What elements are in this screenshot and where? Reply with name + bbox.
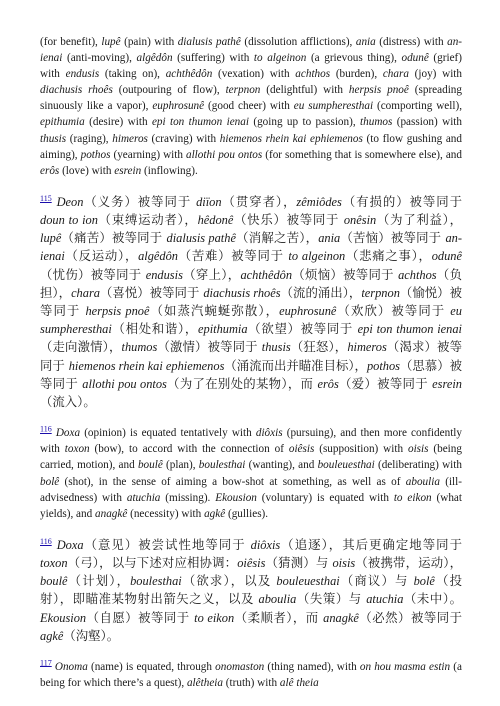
greek-term: diachusis rhoês [203, 285, 281, 300]
greek-term: agkê [204, 507, 226, 520]
greek-term: himeros [112, 132, 148, 145]
greek-term: to eikon [194, 610, 235, 625]
greek-term: Onoma [54, 661, 88, 674]
text-run: (what yields), and [40, 491, 463, 520]
greek-term: euphrosunê [279, 304, 337, 319]
text-run: (taking on), [99, 68, 166, 81]
text-run: (truth) with [223, 677, 280, 690]
greek-term: agkê [40, 628, 64, 643]
greek-term: allothi pou ontos [185, 148, 263, 161]
greek-term: lupê [40, 231, 62, 246]
greek-term: doun to ion [40, 213, 98, 228]
text-run: (pursuing), and then more confidently with [40, 427, 463, 456]
text-run: (passion) with [392, 116, 463, 129]
greek-term: to eikon [393, 491, 432, 504]
text-run: （猜测）与 [265, 555, 333, 571]
text-run: (burden), [330, 68, 383, 81]
greek-term: thusis [40, 132, 67, 145]
text-run: (dissolution afflictions), [240, 36, 356, 48]
greek-term: chara [382, 68, 409, 81]
text-run: (voluntary) is equated with [256, 491, 394, 504]
greek-term: zêmiôdes [296, 194, 342, 209]
text-run: (wanting), and [245, 459, 318, 472]
footnote-link[interactable]: 115 [40, 193, 52, 203]
footnote-link[interactable]: 117 [40, 658, 52, 668]
text-run: （痛苦）被等同于 [61, 230, 167, 246]
text-run: （贯穿者）， [221, 193, 297, 209]
text-run: （欢欣）被等同于 [336, 303, 451, 319]
text-run: (desire) with [84, 116, 152, 129]
text-run: （消解之苦）， [235, 230, 319, 246]
text-run: （沟壑）。 [63, 627, 120, 643]
greek-term: toxon [40, 556, 68, 571]
greek-term: boulesthai [130, 574, 182, 589]
text-run: (good cheer) with [204, 100, 294, 113]
greek-term: dialusis pathê [177, 36, 241, 48]
text-run: （未中）。 [403, 591, 462, 607]
greek-term: Doxa [55, 427, 81, 440]
text-run: (spreading sinuously like a vapor), [40, 84, 462, 113]
greek-term: aboulia [405, 475, 440, 488]
greek-term: herpsis pnoê [85, 304, 150, 319]
greek-term: hêdonê [197, 213, 234, 228]
text-run: （苦难）被等同于 [178, 248, 289, 264]
text-run: (anti-moving), [62, 52, 137, 65]
text-run: （商议）与 [339, 573, 414, 589]
text-run: （欲求），以及 [181, 573, 277, 589]
footnote-link[interactable]: 116 [40, 424, 52, 434]
greek-term: epithumia [198, 322, 248, 337]
greek-term: thumos [121, 340, 158, 355]
greek-term: esrein [114, 164, 142, 177]
greek-term: alê theia [279, 677, 319, 690]
greek-term: diïon [196, 194, 222, 209]
greek-term: algêdôn [136, 52, 173, 65]
paragraph-english-emotions [40, 34, 462, 179]
text-run: (distress) with [375, 36, 448, 48]
text-run: （义务）被等同于 [83, 193, 197, 209]
greek-term: achthos [295, 68, 331, 81]
text-run: （思慕）被等同于 [40, 357, 462, 391]
text-run: (to flow gushing and aiming), [40, 132, 462, 161]
text-run: （负担）， [40, 266, 462, 300]
text-run: （意见）被尝试性地等同于 [83, 536, 251, 552]
text-run: （穿上）， [182, 266, 241, 282]
text-run: (shot), in the sense of aiming a bow-shot at something, as well as of [59, 475, 406, 488]
greek-term: diachusis rhoês [40, 84, 113, 97]
text-run: （欲望）被等同于 [247, 321, 358, 337]
greek-term: ania [355, 36, 376, 48]
paragraph-english-note-116 [40, 425, 462, 522]
greek-term: euphrosunê [152, 100, 205, 113]
text-run: （被携带，运动）， [355, 555, 462, 571]
greek-term: dialusis pathê [166, 231, 236, 246]
text-run: （相处和谐）， [111, 321, 198, 337]
text-run: (inflowing). [141, 164, 198, 177]
greek-term: anagkê [323, 610, 359, 625]
greek-term: anagkê [95, 507, 128, 520]
text-run: (yearning) with [110, 148, 186, 161]
text-run: (plan), [162, 459, 199, 472]
text-run: （激情）被等同于 [157, 339, 262, 355]
text-run: (gullies). [225, 507, 269, 520]
greek-term: herpsis pnoê [348, 84, 409, 97]
greek-term: chara [71, 285, 100, 300]
greek-term: atuchia [366, 592, 404, 607]
greek-term: oisis [407, 443, 429, 456]
text-run: (thing named), with [264, 661, 360, 674]
greek-term: lupê [101, 36, 121, 48]
greek-term: pothos [366, 358, 400, 373]
text-run: (opinion) is equated tentatively with [80, 427, 256, 440]
greek-term: alêtheia [186, 677, 223, 690]
greek-term: epithumia [40, 116, 85, 129]
text-run: （悲痛之事）， [345, 248, 432, 264]
text-run: (joy) with [408, 68, 463, 81]
text-run: （失策）与 [296, 591, 367, 607]
greek-term: odunê [401, 52, 429, 65]
text-run: （愉悦）被等同于 [40, 284, 462, 319]
text-run: (craving) with [147, 132, 220, 145]
greek-term: achthêdôn [240, 267, 293, 282]
greek-term: hiemenos rhein kai ephiemenos [68, 358, 225, 373]
text-run: (for benefit), [40, 36, 102, 48]
greek-term: diôxis [250, 537, 281, 552]
greek-term: toxon [64, 443, 90, 456]
text-run: （快乐）被等同于 [233, 212, 344, 228]
text-run: (comporting well), [373, 100, 462, 113]
text-run: (name) is equated, through [87, 661, 216, 674]
greek-term: achthos [398, 267, 437, 282]
greek-term: boulê [137, 459, 163, 472]
greek-term: bouleuesthai [276, 574, 340, 589]
text-run: (going up to passion), [248, 116, 361, 129]
text-run: (a grievous thing), [306, 52, 402, 65]
text-run: （弓），以与下述对应相协调： [67, 555, 238, 571]
greek-term: ania [318, 231, 341, 246]
text-run: (missing). [160, 491, 216, 504]
text-run: (supposition) with [314, 443, 408, 456]
text-run: （狂怒）， [290, 339, 348, 355]
greek-term: erôs [40, 164, 60, 177]
text-run: （计划）， [67, 573, 131, 589]
text-run: (a being for which there’s a quest), [40, 661, 462, 690]
text-run: (deliberating) with [374, 459, 462, 472]
text-run: (being carried, motion), and [40, 443, 462, 472]
greek-term: oisis [332, 556, 356, 571]
paragraph-chinese-note-116 [40, 536, 462, 645]
greek-term: thumos [360, 116, 393, 129]
text-run: （柔顺者），而 [234, 609, 324, 625]
text-run: （流入）。 [40, 394, 96, 410]
text-run: (vexation) with [212, 68, 296, 81]
greek-term: epi ton thumon ienai [151, 116, 249, 129]
greek-term: bolê [40, 475, 60, 488]
greek-term: on hou masma estin [359, 661, 451, 674]
greek-term: terpnon [225, 84, 261, 97]
text-run: （束缚运动者）， [97, 212, 198, 228]
text-run: （自愿）被等同于 [86, 609, 195, 625]
greek-term: himeros [347, 340, 387, 355]
greek-term: onomaston [215, 661, 265, 674]
greek-term: endusis [65, 68, 100, 81]
greek-term: Ekousion [215, 491, 257, 504]
greek-term: terpnon [361, 285, 400, 300]
greek-term: diôxis [255, 427, 283, 440]
greek-term: oiêsis [237, 556, 266, 571]
footnote-link[interactable]: 116 [40, 536, 52, 546]
text-run: （为了在别处的某物），而 [166, 375, 318, 391]
greek-term: to algeinon [288, 249, 346, 264]
text-run: （喜悦）被等同于 [99, 284, 204, 300]
greek-term: Deon [56, 194, 84, 209]
text-run: （流的涌出）， [280, 284, 362, 300]
greek-term: boulesthai [198, 459, 246, 472]
text-run: (pain) with [120, 36, 178, 48]
greek-term: odunê [431, 249, 462, 264]
greek-term: oiêsis [288, 443, 315, 456]
text-run: （忧伤）被等同于 [40, 266, 146, 282]
greek-term: epi ton thumon ienai [357, 322, 462, 337]
greek-term: Ekousion [40, 610, 87, 625]
text-run: (suffering) with [172, 52, 254, 65]
greek-term: an-ienai [40, 231, 462, 264]
text-run: (for something that is somewhere else), and [262, 148, 462, 161]
greek-term: algêdôn [138, 249, 178, 264]
text-run: （为了利益）， [376, 212, 462, 228]
greek-term: eu sumpheresthai [40, 304, 462, 337]
greek-term: an-ienai [40, 36, 463, 65]
text-run: (delightful) with [260, 84, 349, 97]
greek-term: thusis [261, 340, 291, 355]
text-run: (raging), [66, 132, 113, 145]
greek-term: allothi pou ontos [82, 376, 167, 391]
greek-term: to algeinon [253, 52, 307, 65]
greek-term: endusis [145, 267, 183, 282]
paragraph-english-note-117 [40, 659, 462, 691]
greek-term: esrein [432, 376, 462, 391]
text-run: （渴求）被等同于 [40, 339, 462, 373]
greek-term: hiemenos rhein kai ephiemenos [219, 132, 363, 145]
text-run: (love) with [59, 164, 115, 177]
greek-term: Doxa [56, 537, 84, 552]
text-run: （有损的）被等同于 [341, 193, 462, 209]
text-run: (necessity) with [127, 507, 205, 520]
paragraph-chinese-note-115 [40, 193, 462, 411]
text-run: （走向激情）， [40, 339, 122, 355]
greek-term: aboulia [258, 592, 297, 607]
text-run: （必然）被等同于 [358, 609, 462, 625]
greek-term: atuchia [126, 491, 161, 504]
greek-term: bolê [413, 574, 435, 589]
text-run: （投射），即瞄准某物射出箭矢之义，以及 [40, 573, 462, 607]
greek-term: achthêdôn [165, 68, 213, 81]
greek-term: eu sumpheresthai [293, 100, 374, 113]
text-run: （苦恼）被等同于 [340, 230, 446, 246]
text-run: （反运动）， [64, 248, 139, 264]
text-run: （如蒸汽蜿蜒弥散）， [149, 303, 280, 319]
text-run: (grief) with [40, 52, 462, 81]
greek-term: erôs [317, 376, 339, 391]
greek-term: bouleuesthai [317, 459, 375, 472]
greek-term: pothos [80, 148, 111, 161]
greek-term: onêsin [343, 213, 377, 228]
text-run: (bow), to accord with the connection of [89, 443, 289, 456]
text-run: （爱）被等同于 [338, 375, 433, 391]
greek-term: boulê [40, 574, 68, 589]
text-run: (outpouring of flow), [112, 84, 226, 97]
text-run: （追逐），其后更确定地等同于 [280, 536, 462, 552]
text-run: （涌流而出并瞄准目标）， [224, 357, 367, 373]
text-run: （烦恼）被等同于 [292, 266, 399, 282]
text-run: (ill-advisedness) with [40, 475, 462, 504]
